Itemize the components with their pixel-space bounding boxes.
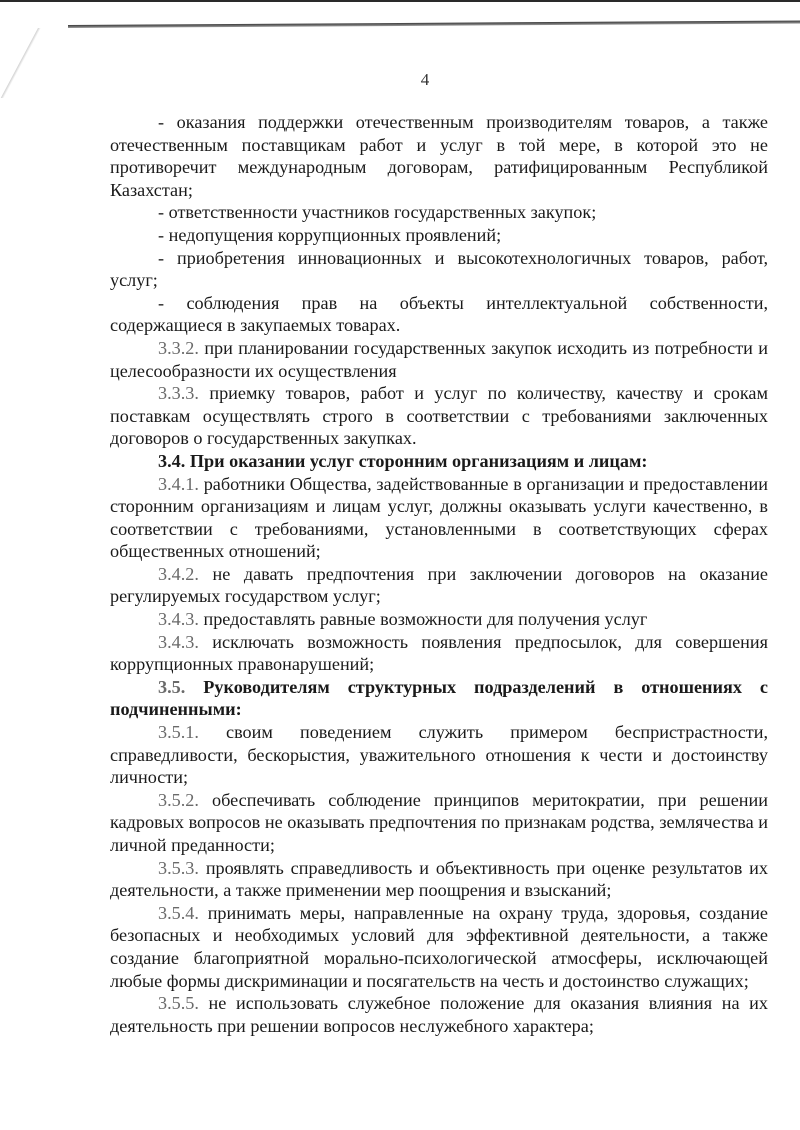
clause-3-5-5 bbox=[110, 992, 768, 1037]
page-number: 4 bbox=[420, 70, 430, 89]
clause-number: 3.4.1. bbox=[158, 473, 199, 494]
clause-number: 3.5.5. bbox=[158, 993, 199, 1014]
paragraph-text: - недопущения коррупционных проявлений; bbox=[158, 224, 502, 245]
section-heading-3-5 bbox=[110, 676, 768, 721]
paragraph-text: - приобретения инновационных и высокотехнологичных товаров, работ, услуг; bbox=[110, 247, 768, 291]
document-body bbox=[110, 111, 768, 1037]
paragraph-prevent-corruption bbox=[110, 224, 768, 247]
clause-text: обеспечивать соблюдение принципов меритократии, при решении кадровых вопросов не оказывать предпочтения по признакам родства, землячества и личной преданности; bbox=[110, 789, 769, 855]
clause-3-4-3-a bbox=[110, 608, 768, 631]
clause-number: 3.5.3. bbox=[158, 857, 199, 878]
section-title: Руководителям структурных подразделений в отношениях с подчиненными: bbox=[110, 676, 768, 720]
clause-3-4-1 bbox=[110, 473, 768, 563]
clause-number: 3.3.2. bbox=[158, 337, 199, 358]
clause-number: 3.5.1. bbox=[158, 722, 199, 743]
clause-text: проявлять справедливость и объективность при оценке результатов их деятельности, а также применении мер поощрения и взысканий; bbox=[110, 857, 768, 901]
clause-number: 3.5.4. bbox=[158, 902, 199, 923]
paragraph-innovative-goods bbox=[110, 247, 768, 292]
clause-number: 3.4.3. bbox=[158, 609, 199, 630]
clause-number: 3.3.3. bbox=[158, 383, 199, 404]
clause-3-3-3 bbox=[110, 382, 768, 450]
clause-3-5-1 bbox=[110, 721, 768, 789]
section-heading-3-4 bbox=[110, 450, 768, 473]
clause-text: работники Общества, задействованные в организации и предоставлении сторонним организациям и лицам услуг, должны оказывать услуги качественно, в соответствии с требованиями, установленными в соответствующих сферах общественных отношений; bbox=[110, 473, 769, 562]
clause-text: не использовать служебное положение для оказания влияния на их деятельность при решении вопросов неслужебного характера; bbox=[110, 993, 768, 1036]
clause-number: 3.4.2. bbox=[158, 563, 199, 584]
clause-3-5-4 bbox=[110, 902, 768, 992]
clause-text: предоставлять равные возможности для получения услуг bbox=[203, 609, 648, 630]
scan-border-top bbox=[0, 0, 800, 2]
clause-text: при планировании государственных закупок исходить из потребности и целесообразности их осуществления bbox=[110, 337, 769, 381]
clause-number: 3.5.2. bbox=[158, 789, 199, 810]
paragraph-text: - оказания поддержки отечественным производителям товаров, а также отечественным поставщикам работ и услуг в той мере, в которой это не противоречит международным договорам, ратифицированным Республикой Казахстан; bbox=[110, 112, 768, 200]
paragraph-text: - ответственности участников государственных закупок; bbox=[158, 202, 597, 223]
clause-3-5-3 bbox=[110, 857, 768, 902]
section-number: 3.4. bbox=[158, 450, 186, 471]
section-title: При оказании услуг сторонним организациям и лицам: bbox=[189, 450, 648, 471]
section-number: 3.5. bbox=[158, 676, 186, 697]
clause-3-4-2 bbox=[110, 563, 768, 608]
paragraph-text: - соблюдения прав на объекты интеллектуальной собственности, содержащиеся в закупаемых товарах. bbox=[110, 292, 768, 336]
scan-page-edge-top bbox=[68, 20, 800, 28]
clause-text: своим поведением служить примером беспристрастности, справедливости, бескорыстия, уважительного отношения к чести и достоинству личности; bbox=[110, 722, 768, 788]
paragraph-intellectual-property bbox=[110, 292, 768, 337]
clause-text: принимать меры, направленные на охрану труда, здоровья, создание безопасных и необходимых условий для эффективной деятельности, а также создание благоприятной морально-психологической атмосферы, исключающей любые формы дискриминации и посягательств на честь и достоинство служащих; bbox=[110, 902, 768, 991]
clause-3-3-2 bbox=[110, 337, 768, 382]
paragraph-support-domestic-producers bbox=[110, 111, 768, 201]
clause-text: не давать предпочтения при заключении договоров на оказание регулируемых государством услуг; bbox=[110, 563, 768, 607]
clause-text: приемку товаров, работ и услуг по количеству, качеству и срокам поставкам осуществлять строго в соответствии с требованиями заключенных договоров о государственных закупках. bbox=[110, 383, 769, 449]
paragraph-procurement-responsibility bbox=[110, 201, 768, 224]
clause-text: исключать возможность появления предпосылок, для совершения коррупционных правонарушений; bbox=[110, 631, 768, 675]
clause-3-4-3-b bbox=[110, 631, 768, 676]
clause-number: 3.4.3. bbox=[158, 631, 199, 652]
clause-3-5-2 bbox=[110, 789, 768, 857]
